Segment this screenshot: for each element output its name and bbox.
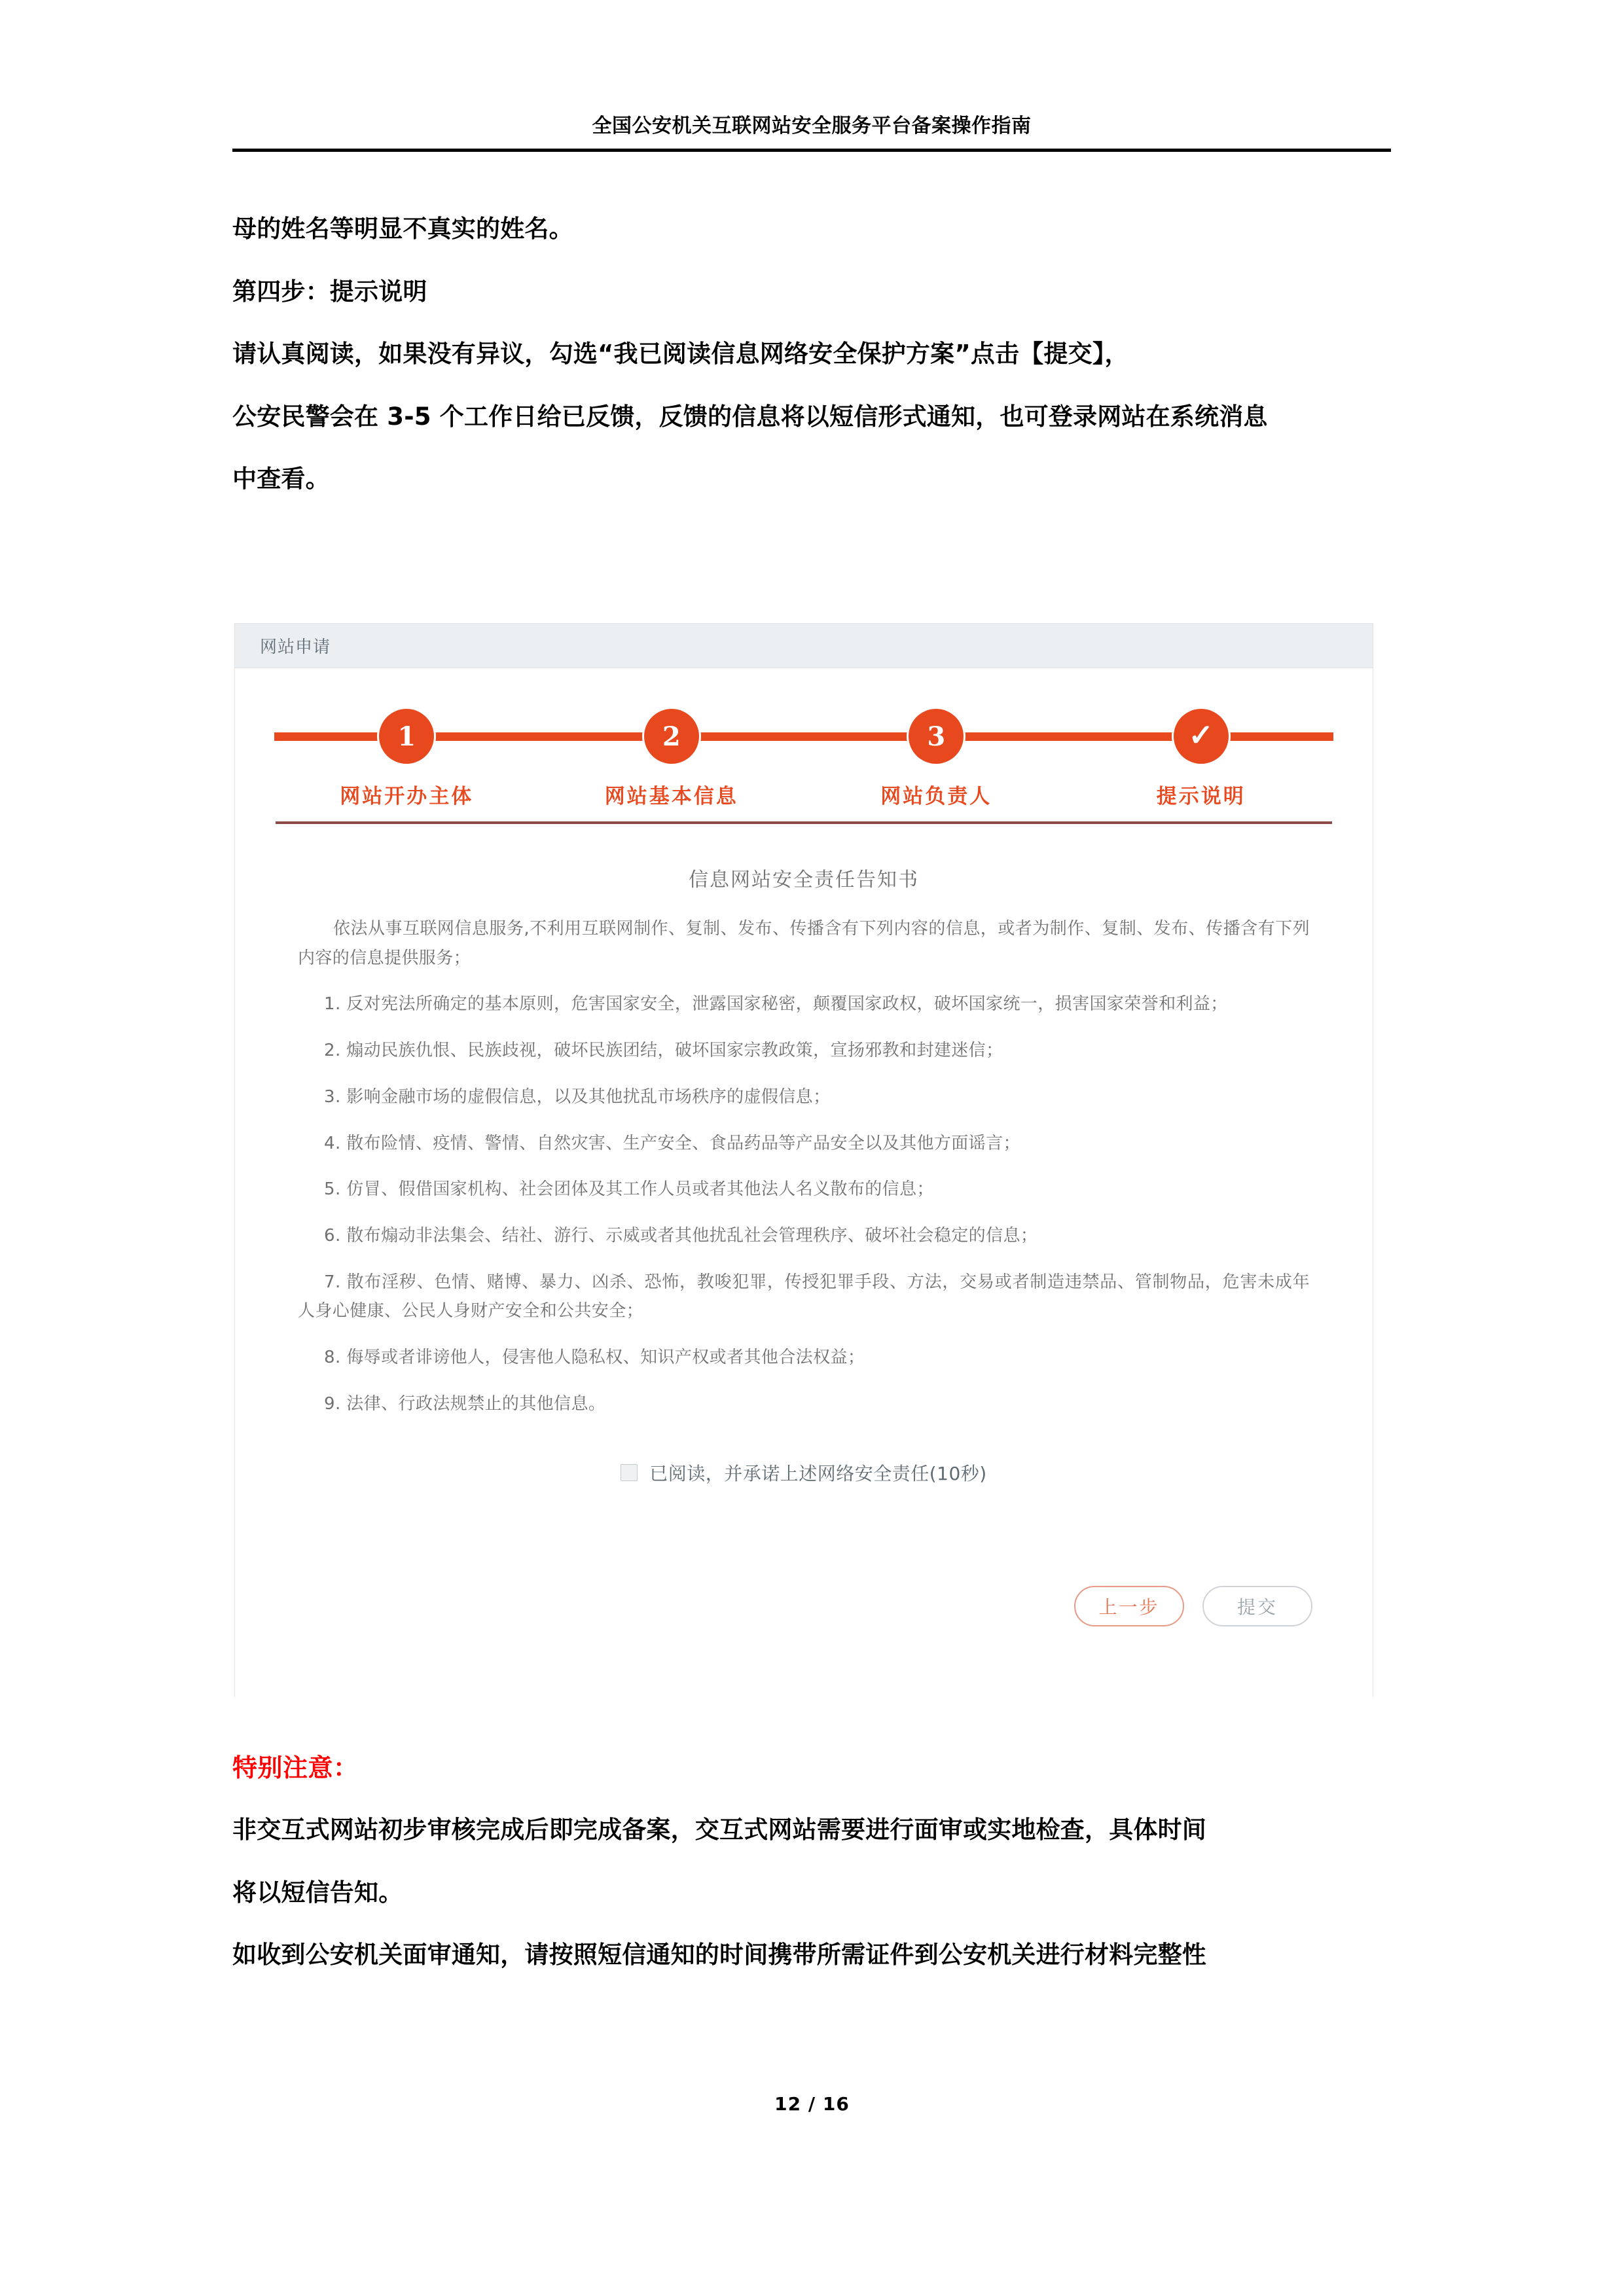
lower-body-text — [232, 1748, 1394, 2001]
header-title: 全国公安机关互联网站安全服务平台备案操作指南 — [592, 115, 1032, 137]
paragraph: 请认真阅读，如果没有异议，勾选“我已阅读信息网络安全保护方案”点击【提交】， — [232, 340, 1129, 368]
previous-step-button[interactable]: 上一步 — [1074, 1586, 1184, 1626]
wizard-stepper — [274, 709, 1333, 807]
paragraph: 公安民警会在 3-5 个工作日给已反馈，反馈的信息将以短信形式通知，也可登录网站在系统消息 — [232, 402, 1268, 431]
document-header — [232, 115, 1391, 152]
step-label: 网站基本信息 — [604, 785, 738, 808]
step-marker-icon — [644, 709, 699, 764]
notice-item: 3. 影响金融市场的虚假信息，以及其他扰乱市场秩序的虚假信息； — [324, 1086, 831, 1107]
step-marker-text: 2 — [662, 721, 681, 752]
stepper-step-4-active[interactable] — [1069, 709, 1334, 809]
agree-checkbox[interactable] — [621, 1464, 638, 1481]
notice-item: 8. 侮辱或者诽谤他人，侵害他人隐私权、知识产权或者其他合法权益； — [324, 1348, 865, 1368]
step-marker-text: 1 — [397, 721, 416, 752]
notice-item: 2. 煽动民族仇恨、民族歧视，破坏民族团结，破坏国家宗教政策，宣扬邪教和封建迷信； — [324, 1041, 1003, 1061]
paragraph: 母的姓名等明显不真实的姓名。 — [232, 215, 573, 243]
paragraph: 非交互式网站初步审核完成后即完成备案，交互式网站需要进行面审或实地检查，具体时间 — [232, 1816, 1206, 1844]
submit-button[interactable]: 提交 — [1202, 1586, 1312, 1626]
notice-item: 6. 散布煽动非法集会、结社、游行、示威或者其他扰乱社会管理秩序、破坏社会稳定的信息； — [324, 1226, 1038, 1246]
step-marker-icon — [379, 709, 434, 764]
step-label: 提示说明 — [1156, 785, 1246, 808]
notice-title: 信息网站安全责任告知书 — [689, 869, 919, 891]
screenshot-title: 网站申请 — [260, 637, 331, 657]
header-rule — [232, 149, 1391, 152]
notice-item: 1. 反对宪法所确定的基本原则，危害国家安全，泄露国家秘密，颠覆国家政权，破坏国家统一，损害国家荣誉和利益； — [324, 994, 1228, 1014]
agreement-row[interactable] — [298, 1460, 1310, 1486]
safety-notice — [298, 863, 1310, 1486]
notice-item: 9. 法律、行政法规禁止的其他信息。 — [324, 1393, 606, 1414]
paragraph: 将以短信告知。 — [232, 1878, 403, 1907]
paragraph: 如收到公安机关面审通知，请按照短信通知的时间携带所需证件到公安机关进行材料完整性 — [232, 1941, 1206, 1969]
notice-intro: 依法从事互联网信息服务,不利用互联网制作、复制、发布、传播含有下列内容的信息，或者为制作、复制、发布、传播含有下列内容的信息提供服务； — [298, 919, 1310, 968]
page-number: 12 / 16 — [774, 2093, 850, 2115]
paragraph-step-heading: 第四步：提示说明 — [232, 277, 427, 306]
step-label: 网站开办主体 — [340, 785, 474, 808]
screenshot-titlebar — [235, 624, 1373, 668]
step-label: 网站负责人 — [880, 785, 992, 808]
check-icon — [1174, 709, 1229, 764]
stepper-step-2[interactable] — [539, 709, 804, 809]
form-actions — [1074, 1586, 1312, 1626]
special-notice-heading: 特别注意： — [232, 1753, 359, 1782]
section-divider — [276, 821, 1332, 824]
step-marker-text: ✓ — [1188, 717, 1214, 753]
embedded-screenshot — [234, 623, 1373, 1696]
step-marker-text: 3 — [927, 721, 946, 752]
notice-item: 5. 仿冒、假借国家机构、社会团体及其工作人员或者其他法人名义散布的信息； — [324, 1179, 934, 1200]
upper-body-text — [232, 213, 1394, 526]
stepper-step-1[interactable] — [274, 709, 539, 809]
document-footer — [0, 2093, 1624, 2115]
stepper-step-3[interactable] — [804, 709, 1069, 809]
notice-item: 7. 散布淫秽、色情、赌博、暴力、凶杀、恐怖，教唆犯罪，传授犯罪手段、方法，交易或者制造违禁品、管制物品，危害未成年人身心健康、公民人身财产安全和公共安全； — [298, 1272, 1310, 1321]
agree-label: 已阅读，并承诺上述网络安全责任(10秒) — [649, 1462, 987, 1484]
screenshot-body — [235, 709, 1373, 1736]
notice-item: 4. 散布险情、疫情、警情、自然灾害、生产安全、食品药品等产品安全以及其他方面谣言； — [324, 1133, 1020, 1153]
paragraph: 中查看。 — [232, 465, 330, 493]
step-marker-icon — [909, 709, 964, 764]
